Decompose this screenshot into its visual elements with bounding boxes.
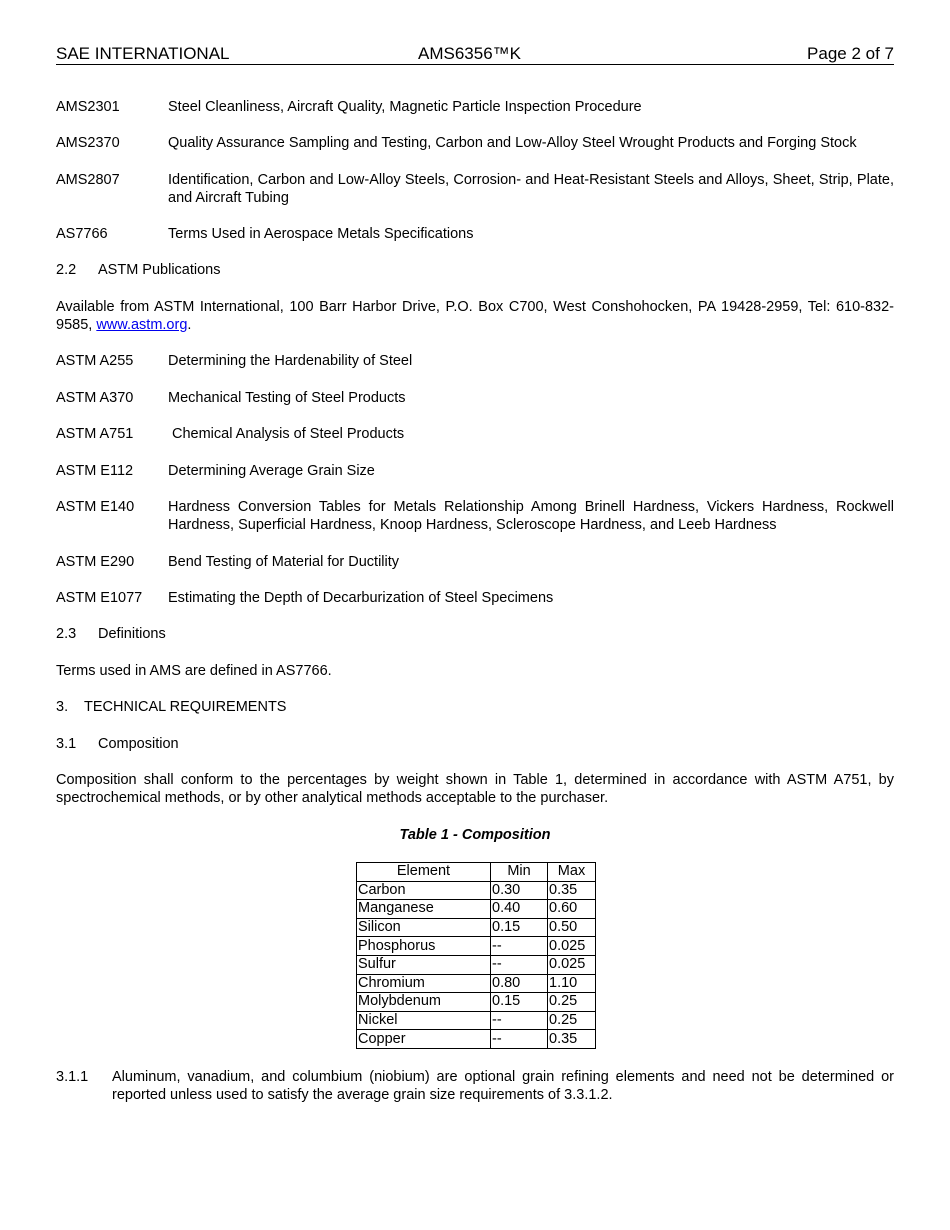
element-cell: Silicon: [357, 918, 491, 937]
max-cell: 0.60: [548, 900, 596, 919]
page-header: [56, 44, 894, 65]
column-header-max: Max: [548, 863, 596, 882]
section-number: 3.1: [56, 736, 77, 752]
min-cell: --: [491, 955, 548, 974]
max-cell: 0.50: [548, 918, 596, 937]
table-row: [357, 881, 596, 900]
reference-item: [56, 134, 894, 152]
section-title: ASTM Publications: [98, 262, 221, 278]
reference-title: Mechanical Testing of Steel Products: [168, 390, 406, 406]
column-header-min: Min: [491, 863, 548, 882]
min-cell: --: [491, 1030, 548, 1049]
max-cell: 0.25: [548, 993, 596, 1012]
max-cell: 0.25: [548, 1011, 596, 1030]
reference-title: Steel Cleanliness, Aircraft Quality, Magnetic Particle Inspection Procedure: [168, 99, 642, 115]
section-title: Composition: [98, 736, 179, 752]
section-title: TECHNICAL REQUIREMENTS: [84, 699, 287, 715]
header-org: SAE INTERNATIONAL: [56, 44, 230, 63]
max-cell: 0.025: [548, 955, 596, 974]
column-header-element: Element: [357, 863, 491, 882]
composition-text: Composition shall conform to the percentages by weight shown in Table 1, determined in accordance with ASTM A751, by spectrochemical methods, or by other analytical methods acceptable to the purchaser.: [56, 772, 894, 806]
reference-code: ASTM E1077: [56, 590, 143, 606]
availability-period: .: [187, 317, 192, 333]
min-cell: 0.40: [491, 900, 548, 919]
availability-text: Available from ASTM International, 100 Barr Harbor Drive, P.O. Box C700, West Conshohocken, PA 19428-2959, Tel: 610-832-9585,: [56, 299, 894, 333]
header-doc-number: AMS6356™K: [418, 44, 521, 63]
reference-title: Terms Used in Aerospace Metals Specifications: [168, 226, 474, 242]
element-cell: Copper: [357, 1030, 491, 1049]
reference-item: [56, 462, 894, 480]
reference-code: ASTM A370: [56, 390, 134, 406]
max-cell: 0.35: [548, 881, 596, 900]
clause-text: Aluminum, vanadium, and columbium (niobium) are optional grain refining elements and need not be determined or reported unless used to satisfy the average grain size requirements of 3.3.1.2.: [112, 1069, 894, 1103]
table-row: [357, 918, 596, 937]
table-row: [357, 955, 596, 974]
table-header-row: [357, 863, 596, 882]
section-number: 3.: [56, 699, 69, 715]
element-cell: Manganese: [357, 900, 491, 919]
table-row: [357, 900, 596, 919]
max-cell: 1.10: [548, 974, 596, 993]
header-page-number: Page 2 of 7: [807, 44, 894, 63]
reference-item: [56, 425, 894, 443]
table-row: [357, 937, 596, 956]
min-cell: 0.15: [491, 993, 548, 1012]
reference-code: AS7766: [56, 226, 108, 242]
max-cell: 0.35: [548, 1030, 596, 1049]
section-heading-astm: [56, 261, 894, 279]
reference-title: Identification, Carbon and Low-Alloy Steels, Corrosion- and Heat-Resistant Steels and Alloys, Sheet, Strip, Plate, and Aircraft Tubing: [168, 172, 894, 206]
astm-availability: [56, 298, 894, 334]
astm-website-link[interactable]: www.astm.org: [96, 317, 188, 333]
section-number: 2.3: [56, 626, 77, 642]
table-row: [357, 1011, 596, 1030]
reference-item: [56, 98, 894, 116]
min-cell: 0.30: [491, 881, 548, 900]
reference-code: ASTM A255: [56, 353, 134, 369]
min-cell: --: [491, 937, 548, 956]
element-cell: Sulfur: [357, 955, 491, 974]
element-cell: Chromium: [357, 974, 491, 993]
reference-title: Estimating the Depth of Decarburization of Steel Specimens: [168, 590, 554, 606]
reference-item: [56, 352, 894, 370]
definitions-text: Terms used in AMS are defined in AS7766.: [56, 663, 332, 679]
min-cell: 0.80: [491, 974, 548, 993]
clause-number: 3.1.1: [56, 1069, 89, 1085]
reference-code: AMS2370: [56, 135, 120, 151]
section-heading-composition: [56, 735, 894, 753]
clause-3-1-1: [56, 1068, 894, 1104]
reference-item: [56, 589, 894, 607]
reference-code: ASTM A751: [56, 426, 134, 442]
reference-code: ASTM E140: [56, 499, 135, 515]
section-number: 2.2: [56, 262, 77, 278]
table-row: [357, 993, 596, 1012]
reference-code: ASTM E290: [56, 554, 135, 570]
reference-code: ASTM E112: [56, 463, 134, 479]
reference-item: [56, 225, 894, 243]
table-caption: Table 1 - Composition: [399, 827, 551, 843]
reference-code: AMS2301: [56, 99, 120, 115]
element-cell: Phosphorus: [357, 937, 491, 956]
composition-table: [356, 862, 596, 1049]
reference-title: Chemical Analysis of Steel Products: [172, 426, 405, 442]
reference-item: [56, 389, 894, 407]
section-heading-definitions: [56, 625, 894, 643]
element-cell: Nickel: [357, 1011, 491, 1030]
reference-title: Determining the Hardenability of Steel: [168, 353, 413, 369]
min-cell: 0.15: [491, 918, 548, 937]
section-title: Definitions: [98, 626, 166, 642]
reference-item: [56, 498, 894, 534]
reference-code: AMS2807: [56, 172, 120, 188]
reference-title: Quality Assurance Sampling and Testing, Carbon and Low-Alloy Steel Wrought Products and Forging Stock: [168, 135, 857, 151]
reference-title: Determining Average Grain Size: [168, 463, 375, 479]
section-heading-technical: [56, 698, 894, 716]
reference-item: [56, 553, 894, 571]
min-cell: --: [491, 1011, 548, 1030]
max-cell: 0.025: [548, 937, 596, 956]
element-cell: Carbon: [357, 881, 491, 900]
element-cell: Molybdenum: [357, 993, 491, 1012]
reference-item: [56, 171, 894, 207]
table-row: [357, 974, 596, 993]
reference-title: Hardness Conversion Tables for Metals Relationship Among Brinell Hardness, Vickers Hardness, Rockwell Hardness, Superficial Hardness, Knoop Hardness, Scleroscope Hardness, and Leeb Hardness: [168, 499, 894, 533]
reference-title: Bend Testing of Material for Ductility: [168, 554, 400, 570]
table-row: [357, 1030, 596, 1049]
